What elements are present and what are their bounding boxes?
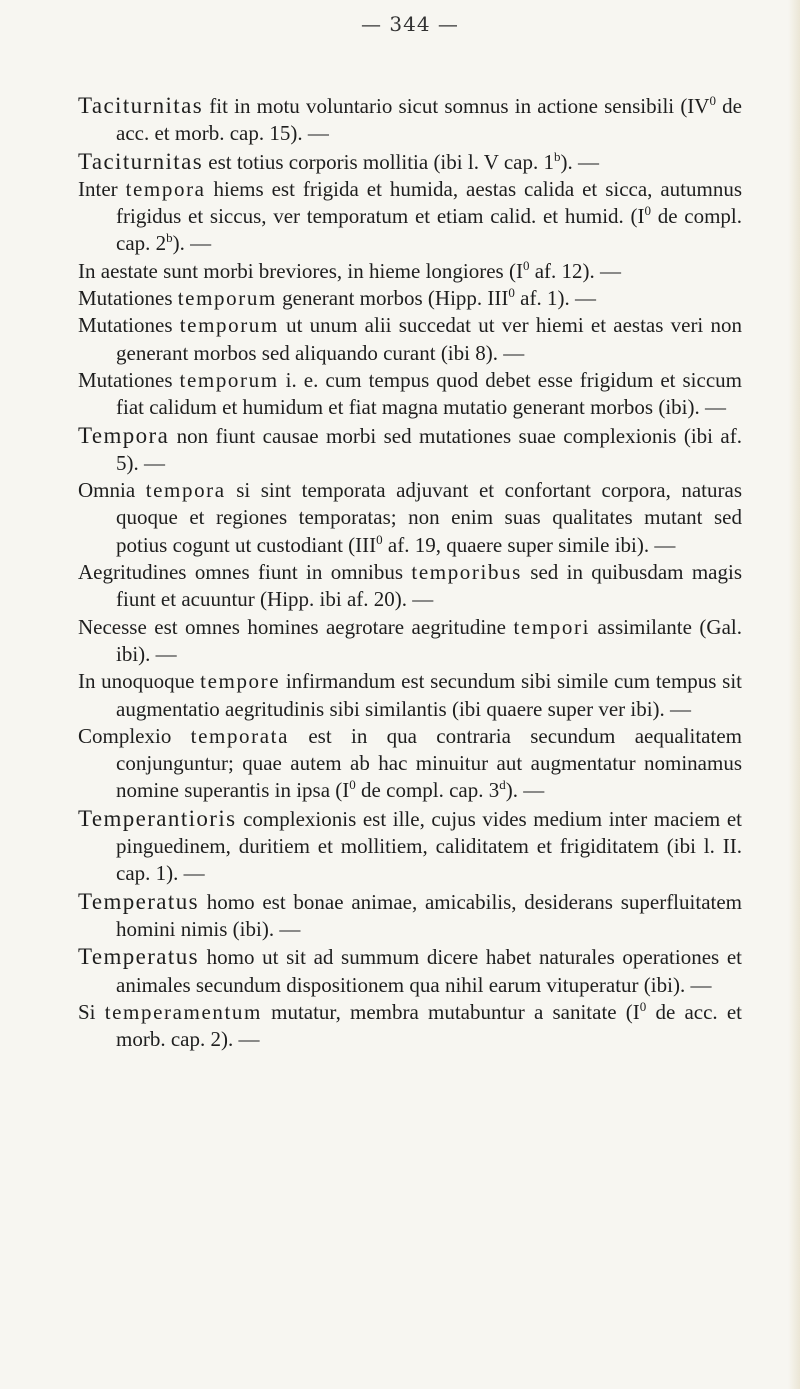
entry-term: Tempora — [78, 422, 170, 448]
entry-14: Temperantioris complexionis est ille, cujus vides medium inter maciem et pinguedinem, duritiem et mollitiem, caliditatem et frigiditatem (ibi l. II. cap. 1). — — [78, 805, 742, 886]
entry-3: Inter tempora hiems est frigida et humida, aestas calida et sicca, autumnus frigidus et siccus, ver temporatum et etiam calid. et humid. ($I^0$ de compl. cap. 2$^b$). — — [78, 176, 743, 256]
entry-12: In unoquoque tempore infirmandum est secundum sibi simile cum tempus sit augmentatio aegritudinis sibi similantis (ibi quaere super ver ibi). — — [78, 669, 742, 721]
entry-term: Temperantioris — [78, 805, 237, 831]
entry-term: Temperatus — [78, 944, 199, 970]
entry-term: temporum — [179, 313, 279, 338]
entry-9: Omnia tempora si sint temporata adjuvant et confortant corpora, naturas quoque et regiones temporatas; non enim suas qualitates mutant sed potius cogunt ut custodiant (III$^0$ af. 19, quaere super simile ibi). — — [78, 478, 743, 557]
entry-term: temporum — [177, 286, 277, 311]
entry-17: Si temperamentum mutatur, membra mutabuntur a sanitate ($I^0$ de acc. et morb. cap. 2). — — [78, 998, 742, 1052]
entry-5: Mutationes temporum generant morbos (Hipp. III$^0$ af. 1). — — [78, 285, 596, 311]
entry-term: Temperatus — [78, 888, 199, 914]
entry-term: temperamentum — [104, 999, 262, 1024]
entry-term: tempora — [145, 478, 226, 503]
entry-term: temporum — [179, 367, 279, 392]
entry-10: Aegritudines omnes fiunt in omnibus temporibus sed in quibusdam magis fiunt et acuuntur (Hipp. ibi af. 20). — — [78, 560, 742, 612]
entry-term: temporata — [190, 723, 290, 748]
entry-13: Complexio temporata est in qua contraria secundum aequalitatem conjunguntur; quae autem ab hac minuitur aut augmentatur nominamus nomine superantis in ipsa ($I^0$ de compl. cap. 3$^d$). — — [78, 723, 742, 803]
entry-1: Taciturnitas fit in motu voluntario sicut somnus in actione sensibili ($IV^0$ de acc. et morb. cap. 15). — — [78, 93, 742, 146]
entry-term: Taciturnitas — [78, 148, 204, 174]
entry-2: Taciturnitas est totius corporis mollitia (ibi l. V cap. 1$^b$). — — [78, 148, 599, 174]
entry-term: Taciturnitas — [78, 93, 204, 118]
entry-7: Mutationes temporum i. e. cum tempus quod debet esse frigidum et siccum fiat calidum et humidum et fiat magna mutatio generant morbos (ibi). — — [78, 367, 742, 420]
entry-16: Temperatus homo ut sit ad summum dicere habet naturales operationes et animales secundum dispositionem qua nihil earum vituperatur (ibi). — — [78, 944, 742, 997]
page-number: — 344 — — [361, 12, 459, 36]
entry-8: Tempora non fiunt causae morbi sed mutationes suae complexionis (ibi af. 5). — — [78, 422, 742, 475]
text-body — [78, 92, 742, 1053]
entry-term: temporibus — [411, 560, 522, 585]
entry-term: tempore — [200, 669, 281, 694]
entry-4: In aestate sunt morbi breviores, in hieme longiores ($I^0$ af. 12). — — [78, 257, 622, 283]
entry-term: tempora — [125, 176, 206, 201]
entry-term: tempori — [513, 614, 591, 639]
entry-11: Necesse est omnes homines aegrotare aegritudine tempori assimilante (Gal. ibi). — — [78, 614, 742, 666]
entry-15: Temperatus homo est bonae animae, amicabilis, desiderans superfluitatem homini nimis (ibi). — — [78, 888, 742, 941]
entry-6: Mutationes temporum ut unum alii succedat ut ver hiemi et aestas veri non generant morbos sed aliquando curant (ibi 8). — — [78, 313, 742, 365]
page-edge-shadow — [788, 0, 800, 1389]
